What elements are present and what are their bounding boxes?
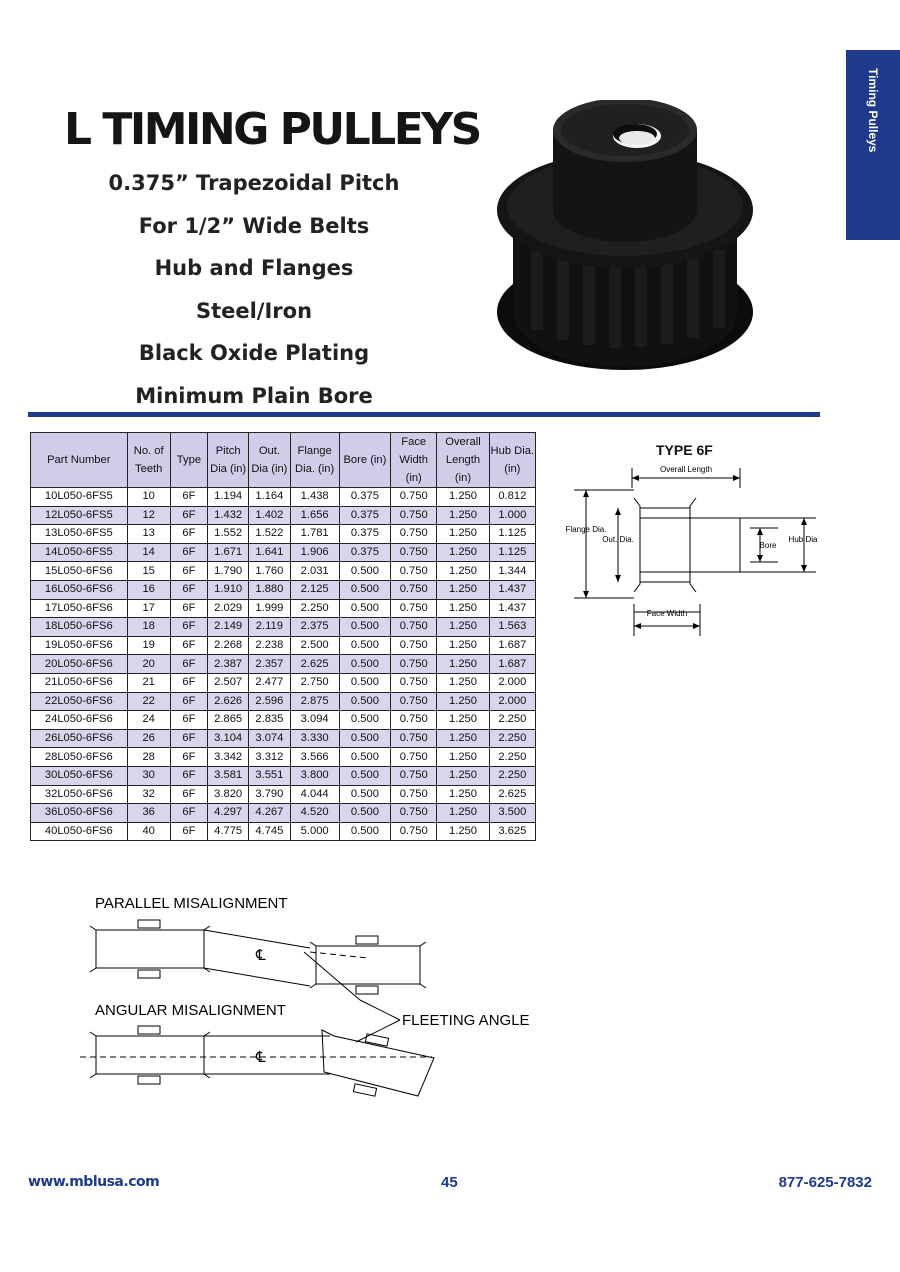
part-number-cell: 30L050-6FS6 bbox=[31, 766, 128, 785]
table-cell: 3.820 bbox=[208, 785, 249, 804]
table-cell: 13 bbox=[127, 525, 170, 544]
table-cell: 2.268 bbox=[208, 636, 249, 655]
out-dia-label: Out. Dia. bbox=[602, 535, 634, 544]
table-cell: 14 bbox=[127, 543, 170, 562]
hub-dia-label: Hub Dia bbox=[788, 535, 818, 544]
table-cell: 0.500 bbox=[339, 636, 390, 655]
part-number-cell: 13L050-6FS5 bbox=[31, 525, 128, 544]
table-cell: 2.477 bbox=[249, 673, 290, 692]
table-cell: 6F bbox=[170, 655, 207, 674]
angular-misalignment-label: ANGULAR MISALIGNMENT bbox=[95, 1002, 286, 1019]
table-cell: 3.800 bbox=[290, 766, 339, 785]
part-number-cell: 14L050-6FS5 bbox=[31, 543, 128, 562]
table-cell: 3.312 bbox=[249, 748, 290, 767]
col-header: Face Width (in) bbox=[391, 433, 437, 488]
table-cell: 6F bbox=[170, 692, 207, 711]
table-cell: 21 bbox=[127, 673, 170, 692]
table-cell: 5.000 bbox=[290, 822, 339, 841]
centerline-symbol: ℄ bbox=[256, 947, 266, 964]
table-cell: 2.250 bbox=[489, 766, 535, 785]
table-cell: 3.094 bbox=[290, 711, 339, 730]
table-cell: 0.500 bbox=[339, 673, 390, 692]
table-cell: 0.750 bbox=[391, 673, 437, 692]
table-cell: 1.671 bbox=[208, 543, 249, 562]
col-header: Out. Dia (in) bbox=[249, 433, 290, 488]
table-cell: 1.250 bbox=[437, 525, 489, 544]
subtitle-bore: Minimum Plain Bore bbox=[135, 383, 373, 408]
table-cell: 1.438 bbox=[290, 488, 339, 507]
table-cell: 17 bbox=[127, 599, 170, 618]
subtitle-material: Steel/Iron bbox=[195, 298, 313, 323]
table-cell: 1.250 bbox=[437, 748, 489, 767]
table-cell: 2.031 bbox=[290, 562, 339, 581]
table-cell: 3.566 bbox=[290, 748, 339, 767]
table-cell: 0.750 bbox=[391, 618, 437, 637]
table-cell: 3.330 bbox=[290, 729, 339, 748]
table-header-row bbox=[31, 433, 536, 488]
website-link[interactable]: www.mblusa.com bbox=[28, 1174, 160, 1190]
subtitle-plating: Black Oxide Plating bbox=[138, 341, 370, 366]
parallel-misalignment-label: PARALLEL MISALIGNMENT bbox=[95, 895, 288, 912]
part-number-cell: 22L050-6FS6 bbox=[31, 692, 128, 711]
table-cell: 0.750 bbox=[391, 785, 437, 804]
table-cell: 0.750 bbox=[391, 822, 437, 841]
table-row bbox=[31, 488, 536, 507]
table-cell: 4.775 bbox=[208, 822, 249, 841]
table-cell: 1.250 bbox=[437, 673, 489, 692]
table-cell: 6F bbox=[170, 673, 207, 692]
table-cell: 0.750 bbox=[391, 599, 437, 618]
table-row bbox=[31, 785, 536, 804]
phone-number: 877-625-7832 bbox=[778, 1174, 872, 1191]
table-cell: 6F bbox=[170, 506, 207, 525]
table-cell: 1.437 bbox=[489, 580, 535, 599]
table-cell: 0.750 bbox=[391, 692, 437, 711]
table-cell: 1.250 bbox=[437, 729, 489, 748]
table-cell: 6F bbox=[170, 618, 207, 637]
table-cell: 0.375 bbox=[339, 488, 390, 507]
table-cell: 2.625 bbox=[489, 785, 535, 804]
table-cell: 6F bbox=[170, 822, 207, 841]
col-header: Overall Length (in) bbox=[437, 433, 489, 488]
table-cell: 0.500 bbox=[339, 618, 390, 637]
table-cell: 2.000 bbox=[489, 673, 535, 692]
table-cell: 2.125 bbox=[290, 580, 339, 599]
part-number-cell: 18L050-6FS6 bbox=[31, 618, 128, 637]
table-cell: 4.297 bbox=[208, 804, 249, 823]
table-cell: 0.750 bbox=[391, 636, 437, 655]
page-number: 45 bbox=[441, 1174, 458, 1191]
centerline-symbol: ℄ bbox=[256, 1049, 266, 1066]
table-cell: 1.125 bbox=[489, 543, 535, 562]
table-cell: 1.250 bbox=[437, 580, 489, 599]
side-tab bbox=[846, 50, 900, 240]
table-cell: 0.500 bbox=[339, 655, 390, 674]
table-cell: 2.149 bbox=[208, 618, 249, 637]
type-diagram-title: TYPE 6F bbox=[656, 442, 713, 458]
table-cell: 1.250 bbox=[437, 692, 489, 711]
table-cell: 10 bbox=[127, 488, 170, 507]
table-cell: 36 bbox=[127, 804, 170, 823]
table-cell: 16 bbox=[127, 580, 170, 599]
table-cell: 2.238 bbox=[249, 636, 290, 655]
table-cell: 2.500 bbox=[290, 636, 339, 655]
part-number-cell: 40L050-6FS6 bbox=[31, 822, 128, 841]
table-cell: 1.250 bbox=[437, 804, 489, 823]
table-row bbox=[31, 804, 536, 823]
col-header: Flange Dia. (in) bbox=[290, 433, 339, 488]
fleeting-angle-label: FLEETING ANGLE bbox=[402, 1012, 530, 1029]
table-cell: 0.500 bbox=[339, 729, 390, 748]
table-row bbox=[31, 766, 536, 785]
col-header: Hub Dia. (in) bbox=[489, 433, 535, 488]
table-cell: 1.000 bbox=[489, 506, 535, 525]
table-cell: 0.812 bbox=[489, 488, 535, 507]
table-cell: 6F bbox=[170, 748, 207, 767]
table-cell: 1.250 bbox=[437, 711, 489, 730]
table-cell: 2.750 bbox=[290, 673, 339, 692]
subtitle-hub: Hub and Flanges bbox=[154, 256, 354, 281]
table-cell: 3.625 bbox=[489, 822, 535, 841]
table-cell: 19 bbox=[127, 636, 170, 655]
table-cell: 2.000 bbox=[489, 692, 535, 711]
col-header: Type bbox=[170, 433, 207, 488]
table-cell: 6F bbox=[170, 525, 207, 544]
table-row bbox=[31, 580, 536, 599]
col-header: Part Number bbox=[31, 433, 128, 488]
table-cell: 2.835 bbox=[249, 711, 290, 730]
table-cell: 26 bbox=[127, 729, 170, 748]
table-cell: 6F bbox=[170, 711, 207, 730]
table-cell: 0.500 bbox=[339, 580, 390, 599]
table-cell: 1.250 bbox=[437, 785, 489, 804]
table-cell: 0.500 bbox=[339, 692, 390, 711]
spec-table bbox=[30, 432, 536, 841]
table-cell: 0.750 bbox=[391, 543, 437, 562]
part-number-cell: 20L050-6FS6 bbox=[31, 655, 128, 674]
table-cell: 1.250 bbox=[437, 543, 489, 562]
table-cell: 15 bbox=[127, 562, 170, 581]
table-cell: 2.375 bbox=[290, 618, 339, 637]
table-cell: 1.125 bbox=[489, 525, 535, 544]
table-cell: 0.750 bbox=[391, 711, 437, 730]
table-cell: 2.626 bbox=[208, 692, 249, 711]
table-cell: 0.750 bbox=[391, 525, 437, 544]
part-number-cell: 28L050-6FS6 bbox=[31, 748, 128, 767]
table-cell: 2.507 bbox=[208, 673, 249, 692]
table-cell: 0.375 bbox=[339, 506, 390, 525]
table-row bbox=[31, 618, 536, 637]
table-cell: 28 bbox=[127, 748, 170, 767]
table-cell: 4.044 bbox=[290, 785, 339, 804]
table-cell: 2.596 bbox=[249, 692, 290, 711]
table-cell: 3.551 bbox=[249, 766, 290, 785]
table-cell: 2.250 bbox=[489, 748, 535, 767]
type-6f-diagram bbox=[560, 460, 820, 640]
table-cell: 0.500 bbox=[339, 766, 390, 785]
table-cell: 1.781 bbox=[290, 525, 339, 544]
table-cell: 1.790 bbox=[208, 562, 249, 581]
table-cell: 12 bbox=[127, 506, 170, 525]
part-number-cell: 24L050-6FS6 bbox=[31, 711, 128, 730]
table-cell: 6F bbox=[170, 599, 207, 618]
table-cell: 1.999 bbox=[249, 599, 290, 618]
table-cell: 2.625 bbox=[290, 655, 339, 674]
part-number-cell: 36L050-6FS6 bbox=[31, 804, 128, 823]
table-cell: 0.750 bbox=[391, 506, 437, 525]
col-header: Bore (in) bbox=[339, 433, 390, 488]
table-cell: 6F bbox=[170, 636, 207, 655]
part-number-cell: 10L050-6FS5 bbox=[31, 488, 128, 507]
table-cell: 6F bbox=[170, 580, 207, 599]
table-cell: 0.750 bbox=[391, 488, 437, 507]
table-cell: 1.552 bbox=[208, 525, 249, 544]
table-cell: 18 bbox=[127, 618, 170, 637]
table-cell: 2.387 bbox=[208, 655, 249, 674]
part-number-cell: 17L050-6FS6 bbox=[31, 599, 128, 618]
table-cell: 1.910 bbox=[208, 580, 249, 599]
table-cell: 1.250 bbox=[437, 488, 489, 507]
subtitle-pitch: 0.375” Trapezoidal Pitch bbox=[108, 171, 400, 195]
table-cell: 1.250 bbox=[437, 766, 489, 785]
table-row bbox=[31, 599, 536, 618]
table-cell: 1.402 bbox=[249, 506, 290, 525]
table-cell: 4.520 bbox=[290, 804, 339, 823]
table-cell: 0.750 bbox=[391, 729, 437, 748]
table-cell: 2.865 bbox=[208, 711, 249, 730]
table-cell: 4.745 bbox=[249, 822, 290, 841]
table-row bbox=[31, 655, 536, 674]
part-number-cell: 19L050-6FS6 bbox=[31, 636, 128, 655]
table-cell: 1.250 bbox=[437, 562, 489, 581]
table-row bbox=[31, 525, 536, 544]
table-cell: 30 bbox=[127, 766, 170, 785]
table-cell: 2.357 bbox=[249, 655, 290, 674]
table-cell: 3.104 bbox=[208, 729, 249, 748]
table-cell: 2.029 bbox=[208, 599, 249, 618]
col-header: No. of Teeth bbox=[127, 433, 170, 488]
bore-label: Bore bbox=[759, 541, 777, 550]
table-cell: 1.687 bbox=[489, 636, 535, 655]
table-cell: 2.250 bbox=[489, 729, 535, 748]
table-cell: 0.375 bbox=[339, 525, 390, 544]
table-cell: 6F bbox=[170, 543, 207, 562]
table-row bbox=[31, 562, 536, 581]
table-cell: 6F bbox=[170, 804, 207, 823]
table-row bbox=[31, 506, 536, 525]
table-cell: 0.375 bbox=[339, 543, 390, 562]
table-cell: 4.267 bbox=[249, 804, 290, 823]
table-row bbox=[31, 822, 536, 841]
table-cell: 1.250 bbox=[437, 655, 489, 674]
table-cell: 1.250 bbox=[437, 618, 489, 637]
table-cell: 22 bbox=[127, 692, 170, 711]
table-row bbox=[31, 748, 536, 767]
section-divider bbox=[28, 412, 820, 417]
table-cell: 0.750 bbox=[391, 655, 437, 674]
table-cell: 6F bbox=[170, 785, 207, 804]
table-cell: 6F bbox=[170, 766, 207, 785]
table-cell: 32 bbox=[127, 785, 170, 804]
table-cell: 24 bbox=[127, 711, 170, 730]
table-cell: 0.500 bbox=[339, 822, 390, 841]
col-header: Pitch Dia (in) bbox=[208, 433, 249, 488]
table-cell: 1.250 bbox=[437, 599, 489, 618]
table-cell: 1.437 bbox=[489, 599, 535, 618]
part-number-cell: 12L050-6FS5 bbox=[31, 506, 128, 525]
table-cell: 2.250 bbox=[290, 599, 339, 618]
table-cell: 1.687 bbox=[489, 655, 535, 674]
table-cell: 1.641 bbox=[249, 543, 290, 562]
table-cell: 0.500 bbox=[339, 599, 390, 618]
table-row bbox=[31, 711, 536, 730]
table-cell: 0.750 bbox=[391, 804, 437, 823]
table-cell: 3.074 bbox=[249, 729, 290, 748]
table-cell: 0.750 bbox=[391, 562, 437, 581]
subtitle-belt-width: For 1/2” Wide Belts bbox=[138, 213, 370, 238]
page-title: L TIMING PULLEYS bbox=[64, 104, 480, 155]
overall-length-label: Overall Length bbox=[659, 465, 713, 474]
part-number-cell: 26L050-6FS6 bbox=[31, 729, 128, 748]
part-number-cell: 21L050-6FS6 bbox=[31, 673, 128, 692]
table-cell: 1.880 bbox=[249, 580, 290, 599]
table-cell: 2.875 bbox=[290, 692, 339, 711]
table-cell: 2.250 bbox=[489, 711, 535, 730]
flange-dia-label: Flange Dia. bbox=[565, 525, 607, 534]
table-cell: 1.656 bbox=[290, 506, 339, 525]
table-cell: 1.344 bbox=[489, 562, 535, 581]
part-number-cell: 16L050-6FS6 bbox=[31, 580, 128, 599]
table-cell: 1.164 bbox=[249, 488, 290, 507]
part-number-cell: 15L050-6FS6 bbox=[31, 562, 128, 581]
table-body bbox=[31, 488, 536, 841]
table-cell: 0.500 bbox=[339, 748, 390, 767]
table-cell: 1.250 bbox=[437, 822, 489, 841]
part-number-cell: 32L050-6FS6 bbox=[31, 785, 128, 804]
table-cell: 3.500 bbox=[489, 804, 535, 823]
table-cell: 3.342 bbox=[208, 748, 249, 767]
face-width-label: Face Width bbox=[646, 609, 688, 618]
table-cell: 1.432 bbox=[208, 506, 249, 525]
table-cell: 40 bbox=[127, 822, 170, 841]
table-cell: 1.563 bbox=[489, 618, 535, 637]
subtitle-list bbox=[60, 168, 448, 424]
table-cell: 0.500 bbox=[339, 562, 390, 581]
table-cell: 3.790 bbox=[249, 785, 290, 804]
table-cell: 2.119 bbox=[249, 618, 290, 637]
table-cell: 0.500 bbox=[339, 785, 390, 804]
table-row bbox=[31, 636, 536, 655]
table-cell: 0.500 bbox=[339, 711, 390, 730]
table-cell: 6F bbox=[170, 562, 207, 581]
table-cell: 1.194 bbox=[208, 488, 249, 507]
table-row bbox=[31, 673, 536, 692]
table-cell: 3.581 bbox=[208, 766, 249, 785]
table-cell: 6F bbox=[170, 729, 207, 748]
misalignment-diagram bbox=[60, 890, 540, 1120]
table-cell: 1.250 bbox=[437, 636, 489, 655]
table-cell: 20 bbox=[127, 655, 170, 674]
side-tab-label: Timing Pulleys bbox=[866, 68, 880, 153]
table-row bbox=[31, 692, 536, 711]
table-cell: 1.906 bbox=[290, 543, 339, 562]
table-cell: 1.522 bbox=[249, 525, 290, 544]
table-cell: 1.250 bbox=[437, 506, 489, 525]
table-cell: 6F bbox=[170, 488, 207, 507]
table-cell: 0.750 bbox=[391, 766, 437, 785]
pulley-photo bbox=[495, 100, 775, 375]
table-cell: 1.760 bbox=[249, 562, 290, 581]
table-cell: 0.500 bbox=[339, 804, 390, 823]
table-cell: 0.750 bbox=[391, 748, 437, 767]
table-cell: 0.750 bbox=[391, 580, 437, 599]
table-row bbox=[31, 543, 536, 562]
table-row bbox=[31, 729, 536, 748]
